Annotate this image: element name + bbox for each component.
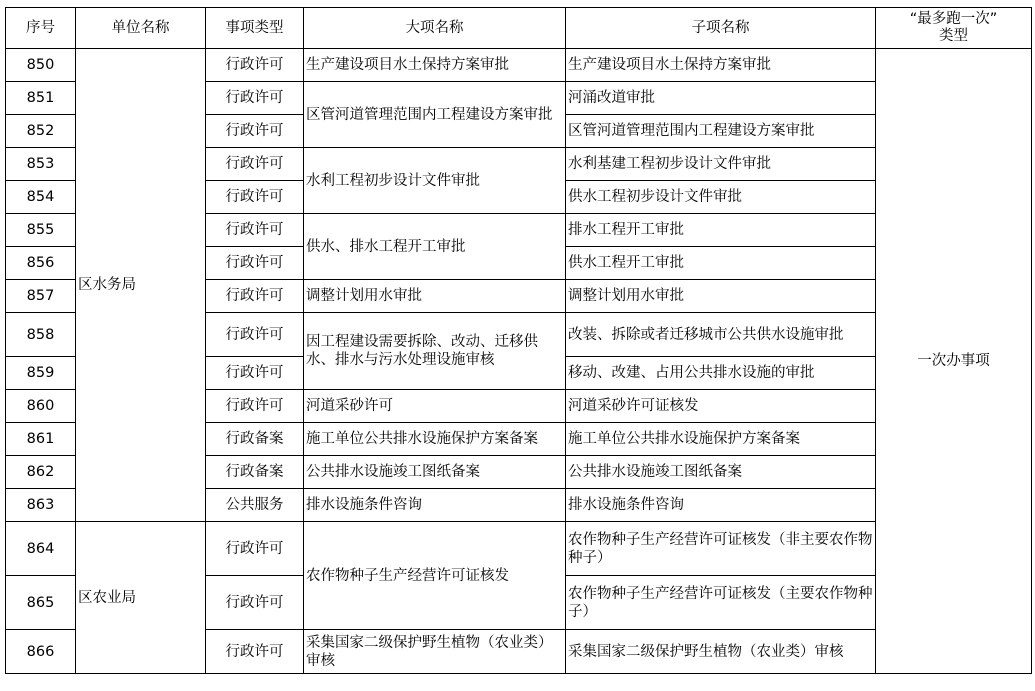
major-item: 水利工程初步设计文件审批: [304, 148, 566, 214]
item-type: 公共服务: [206, 489, 304, 522]
item-type: 行政许可: [206, 313, 304, 357]
row-number: 859: [6, 357, 76, 390]
header-cell: 子项名称: [566, 8, 876, 49]
item-type: 行政许可: [206, 148, 304, 181]
matters-table: [5, 7, 1032, 674]
major-item: 公共排水设施竣工图纸备案: [304, 456, 566, 489]
sub-item: 供水工程开工审批: [566, 247, 876, 280]
item-type: 行政备案: [206, 423, 304, 456]
row-number: 852: [6, 115, 76, 148]
row-number: 854: [6, 181, 76, 214]
sub-item: 农作物种子生产经营许可证核发（主要农作物种子）: [566, 576, 876, 630]
major-item: 调整计划用水审批: [304, 280, 566, 313]
row-number: 863: [6, 489, 76, 522]
sub-item: 排水设施条件咨询: [566, 489, 876, 522]
table-row: [6, 49, 1032, 82]
row-number: 853: [6, 148, 76, 181]
item-type: 行政许可: [206, 115, 304, 148]
item-type: 行政许可: [206, 82, 304, 115]
major-item: 排水设施条件咨询: [304, 489, 566, 522]
sub-item: 农作物种子生产经营许可证核发（非主要农作物种子）: [566, 522, 876, 576]
header-row: [6, 8, 1032, 49]
item-type: 行政许可: [206, 630, 304, 674]
sub-item: 移动、改建、占用公共排水设施的审批: [566, 357, 876, 390]
item-type: 行政备案: [206, 456, 304, 489]
sub-item: 排水工程开工审批: [566, 214, 876, 247]
row-number: 851: [6, 82, 76, 115]
item-type: 行政许可: [206, 522, 304, 576]
row-number: 857: [6, 280, 76, 313]
row-number: 858: [6, 313, 76, 357]
sub-item: 采集国家二级保护野生植物（农业类）审核: [566, 630, 876, 674]
header-cell: 大项名称: [304, 8, 566, 49]
row-number: 862: [6, 456, 76, 489]
header-cell: 单位名称: [76, 8, 206, 49]
sub-item: 区管河道管理范围内工程建设方案审批: [566, 115, 876, 148]
sub-item: 调整计划用水审批: [566, 280, 876, 313]
item-type: 行政许可: [206, 49, 304, 82]
row-number: 855: [6, 214, 76, 247]
item-type: 行政许可: [206, 247, 304, 280]
unit-name: 区水务局: [76, 49, 206, 522]
sub-item: 河道采砂许可证核发: [566, 390, 876, 423]
sub-item: 水利基建工程初步设计文件审批: [566, 148, 876, 181]
header-cell: “最多跑一次” 类型: [876, 8, 1032, 49]
header-cell: 事项类型: [206, 8, 304, 49]
header-cell: 序号: [6, 8, 76, 49]
row-number: 860: [6, 390, 76, 423]
row-number: 865: [6, 576, 76, 630]
item-type: 行政许可: [206, 390, 304, 423]
row-number: 861: [6, 423, 76, 456]
major-item: 供水、排水工程开工审批: [304, 214, 566, 280]
major-item: 区管河道管理范围内工程建设方案审批: [304, 82, 566, 148]
major-item: 河道采砂许可: [304, 390, 566, 423]
major-item: 生产建设项目水土保持方案审批: [304, 49, 566, 82]
sub-item: 改装、拆除或者迁移城市公共供水设施审批: [566, 313, 876, 357]
row-number: 850: [6, 49, 76, 82]
major-item: 农作物种子生产经营许可证核发: [304, 522, 566, 630]
row-number: 856: [6, 247, 76, 280]
item-type: 行政许可: [206, 214, 304, 247]
item-type: 行政许可: [206, 357, 304, 390]
item-type: 行政许可: [206, 280, 304, 313]
item-type: 行政许可: [206, 181, 304, 214]
sub-item: 供水工程初步设计文件审批: [566, 181, 876, 214]
unit-name: 区农业局: [76, 522, 206, 674]
major-item: 采集国家二级保护野生植物（农业类）审核: [304, 630, 566, 674]
item-type: 行政许可: [206, 576, 304, 630]
sub-item: 施工单位公共排水设施保护方案备案: [566, 423, 876, 456]
major-item: 因工程建设需要拆除、改动、迁移供水、排水与污水处理设施审核: [304, 313, 566, 390]
sub-item: 生产建设项目水土保持方案审批: [566, 49, 876, 82]
row-number: 866: [6, 630, 76, 674]
major-item: 施工单位公共排水设施保护方案备案: [304, 423, 566, 456]
result-type: 一次办事项: [876, 49, 1032, 674]
row-number: 864: [6, 522, 76, 576]
sub-item: 河涌改道审批: [566, 82, 876, 115]
sub-item: 公共排水设施竣工图纸备案: [566, 456, 876, 489]
